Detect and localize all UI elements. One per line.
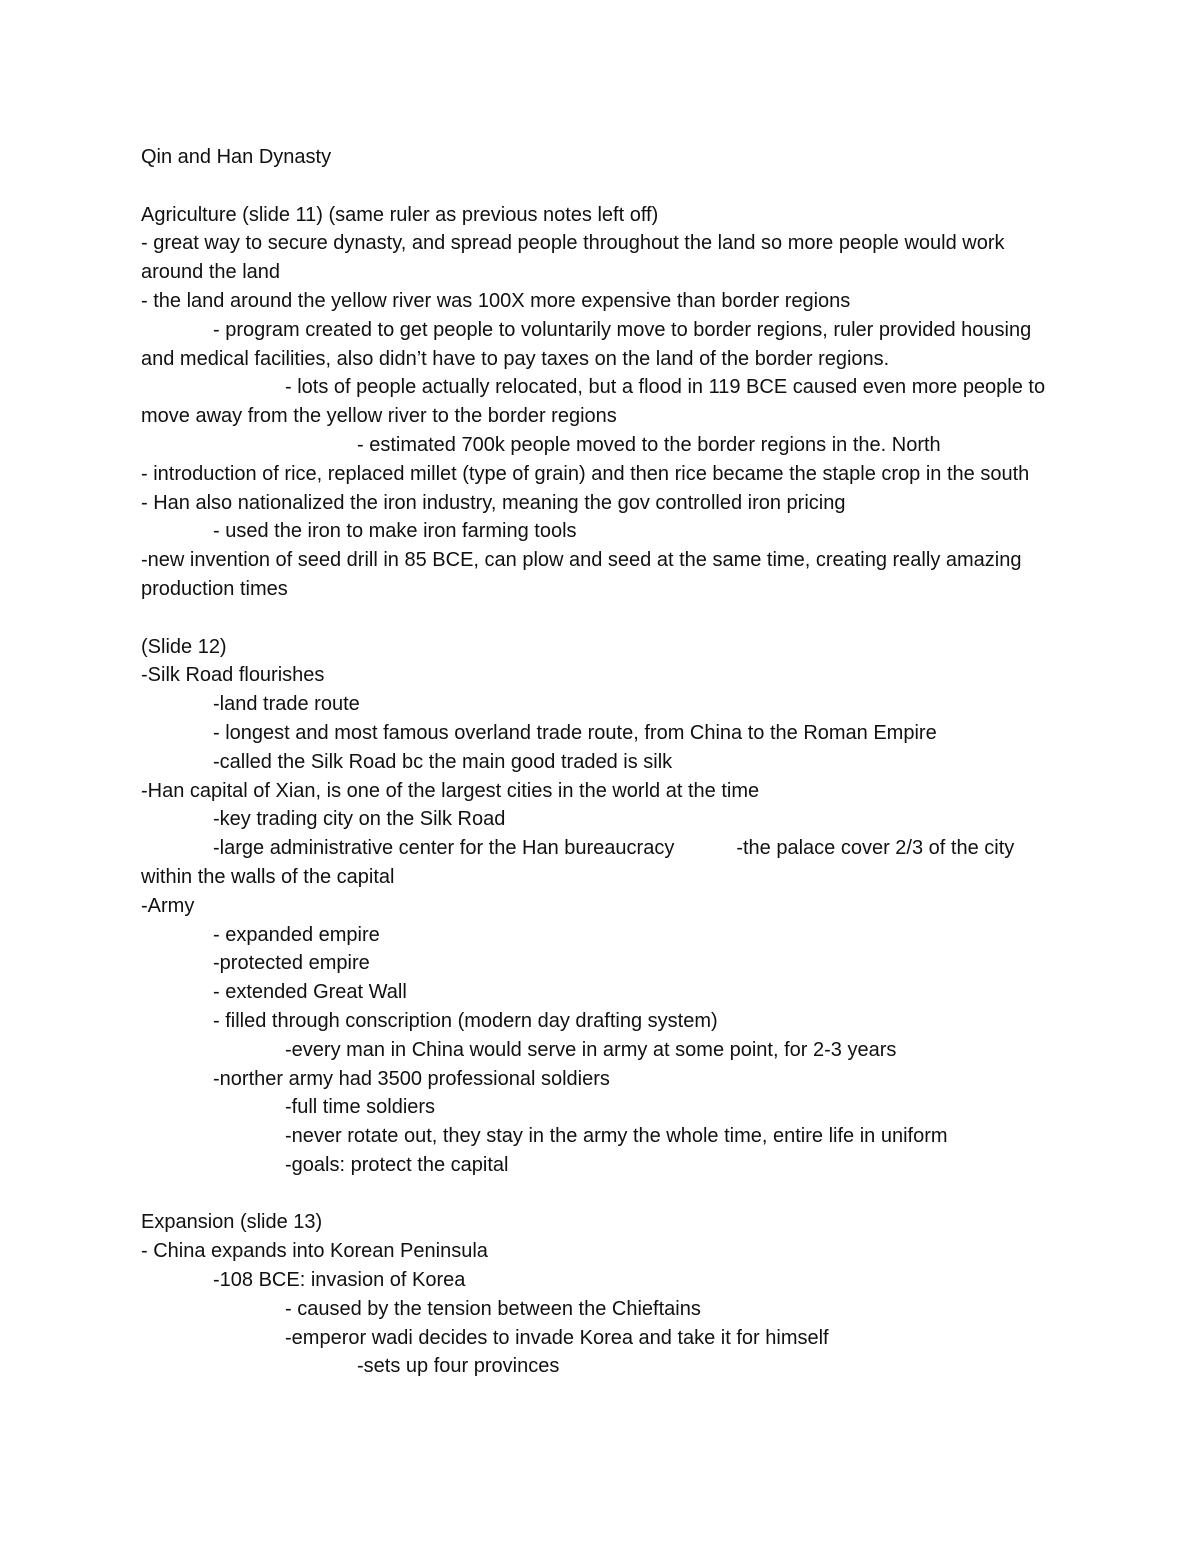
slide12-subnote: -protected empire (213, 952, 370, 975)
agriculture-note: -new invention of seed drill in 85 BCE, can plow and seed at the same time, creating really amazing production times (141, 549, 1022, 600)
expansion-subnote: -emperor wadi decides to invade Korea and take it for himself (285, 1326, 829, 1349)
expansion-subnote: -sets up four provinces (357, 1355, 560, 1378)
document-body (141, 143, 1061, 1381)
agriculture-note: - Han also nationalized the iron industry, meaning the gov controlled iron pricing (141, 491, 846, 514)
agriculture-note: - great way to secure dynasty, and spread people throughout the land so more people would work around the land (141, 232, 1005, 284)
slide12-subnote: -called the Silk Road bc the main good traded is silk (213, 750, 673, 773)
slide12-note: -Army (141, 894, 195, 917)
slide12-subnote: -key trading city on the Silk Road (213, 808, 506, 831)
slide12-subnote: -norther army had 3500 professional soldiers (213, 1067, 610, 1090)
slide12-subnote-part: -the palace cover 2/3 of the city within the walls of the capital (141, 837, 1015, 888)
expansion-subnote: - caused by the tension between the Chieftains (285, 1297, 701, 1320)
blank-line (141, 1180, 1061, 1209)
agriculture-heading: Agriculture (slide 11) (same ruler as previous notes left off) (141, 203, 659, 226)
expansion-subnote: -108 BCE: invasion of Korea (213, 1269, 466, 1292)
slide12-subnote: -every man in China would serve in army at some point, for 2-3 years (285, 1038, 897, 1061)
slide12-note: -Han capital of Xian, is one of the largest cities in the world at the time (141, 779, 760, 802)
expansion-note: - China expands into Korean Peninsula (141, 1240, 488, 1263)
slide12-heading: (Slide 12) (141, 635, 227, 658)
agriculture-note: - introduction of rice, replaced millet (type of grain) and then rice became the staple crop in the south (141, 462, 1030, 485)
slide12-subnote: - filled through conscription (modern day drafting system) (213, 1009, 718, 1032)
slide12-subnote: -never rotate out, they stay in the army the whole time, entire life in uniform (285, 1125, 948, 1148)
slide12-subnote: - expanded empire (213, 923, 380, 946)
agriculture-subnote: - program created to get people to voluntarily move to border regions, ruler provided housing and medical facilities, also didn’t have to pay taxes on the land of the border regions. (141, 318, 1032, 370)
slide12-subnote: -goals: protect the capital (285, 1153, 509, 1176)
blank-line (141, 172, 1061, 201)
expansion-heading: Expansion (slide 13) (141, 1211, 323, 1234)
blank-line (141, 604, 1061, 633)
agriculture-note: - the land around the yellow river was 100X more expensive than border regions (141, 289, 851, 312)
slide12-subnote: - extended Great Wall (213, 981, 407, 1004)
slide12-subnote-part: -large administrative center for the Han bureaucracy (213, 837, 675, 860)
agriculture-subnote: - estimated 700k people moved to the border regions in the. North (357, 433, 941, 456)
slide12-note: -Silk Road flourishes (141, 664, 325, 687)
slide12-subnote (141, 834, 1061, 892)
agriculture-subnote: - used the iron to make iron farming tools (213, 520, 577, 543)
document-title: Qin and Han Dynasty (141, 146, 332, 168)
agriculture-subnote: - lots of people actually relocated, but a flood in 119 BCE caused even more people to move away from the yellow river to the border regions (141, 376, 1046, 428)
slide12-subnote: -land trade route (213, 693, 360, 716)
slide12-subnote: -full time soldiers (285, 1096, 436, 1119)
slide12-subnote: - longest and most famous overland trade route, from China to the Roman Empire (213, 721, 937, 744)
